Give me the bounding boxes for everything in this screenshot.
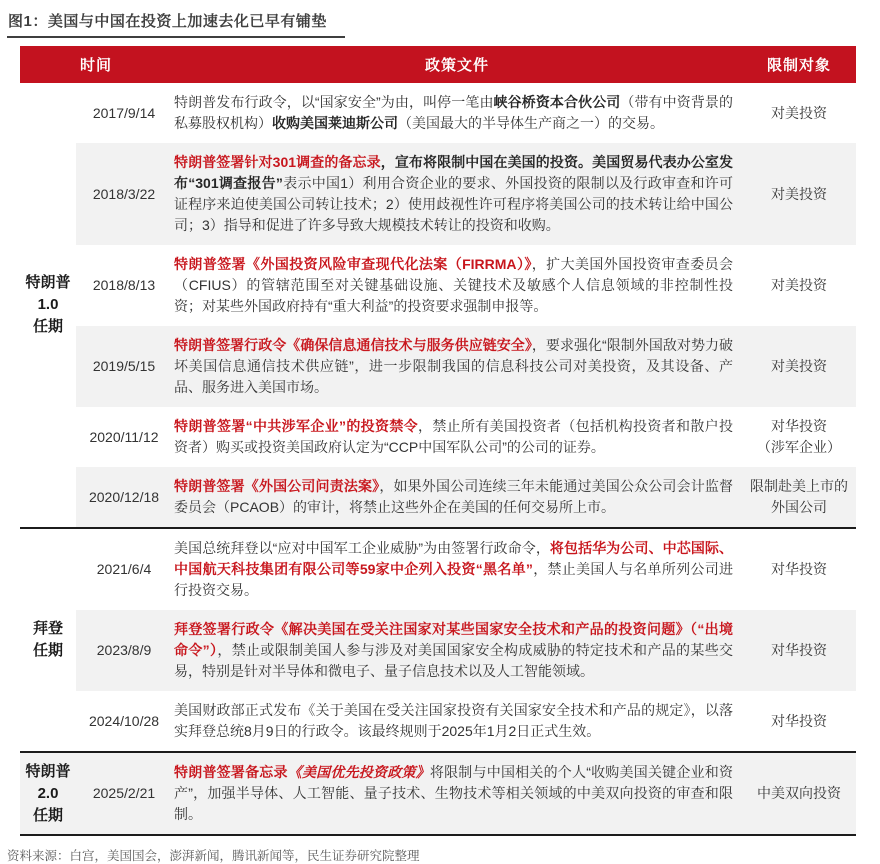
figure-title: 图1：美国与中国在投资上加速去化已早有铺垫: [7, 8, 345, 38]
policy-text: ，扩大美国外国投资审查委员会（CFIUS）的管辖范围至对关键基础设施、关键技术及敏感个人信息领域的非控制性投资；对某些外国政府持有“重大利益”的投资要求强制申报等。: [174, 256, 734, 314]
policy-highlight: ，宣布将限制中国在美国的投资。美国贸易代表办公室发布“301调查报告”: [174, 154, 734, 191]
policy-text: 特朗普发布行政令，以“国家安全”为由，叫停一笔由: [174, 94, 494, 110]
policy-text: ，禁止所有美国投资者（包括机构投资者和散户投资者）购买或投资美国政府认定为“CCP中国军队公司”的公司的证券。: [174, 418, 734, 455]
table-row: [20, 528, 856, 610]
policy-highlight: 特朗普签署备忘录: [174, 764, 288, 780]
policy-text: （美国最大的半导体生产商之一）的交易。: [398, 115, 665, 131]
policy-text: ，要求强化“限制外国敌对势力破坏美国信息通信技术供应链”，进一步限制我国的信息科技公司对美投资，及其设备、产品、服务进入美国市场。: [174, 337, 734, 395]
policy-highlight: 特朗普签署针对301调查的备忘录: [174, 154, 381, 170]
group-label: 拜登 任期: [20, 528, 76, 752]
policy-highlight: 收购美国莱迪斯公司: [272, 115, 399, 131]
table-row: [20, 610, 856, 691]
policy-text: 美国总统拜登以“应对中国军工企业威胁”为由签署行政命令，: [174, 540, 550, 556]
row-policy: [172, 143, 742, 245]
table-row: [20, 245, 856, 326]
policy-highlight: 特朗普签署行政令《确保信息通信技术与服务供应链安全》: [174, 337, 532, 353]
row-date: 2023/8/9: [76, 610, 172, 691]
row-date: 2018/3/22: [76, 143, 172, 245]
row-date: 2024/10/28: [88, 712, 160, 729]
policy-highlight: 特朗普签署《外国投资风险审查现代化法案（FIRRMA）》: [174, 256, 532, 272]
row-date: 2017/9/14: [92, 104, 156, 121]
row-target: 对华投资 （涉军企业）: [757, 418, 842, 455]
source-note: 资料来源：白宫，美国国会，澎湃新闻，腾讯新闻等，民生证券研究院整理: [7, 849, 420, 863]
table-row: [20, 326, 856, 407]
row-date: 2021/6/4: [76, 528, 172, 610]
column-header-time: 时间: [20, 46, 172, 83]
row-target: 对华投资: [742, 528, 856, 610]
column-header-target: 限制对象: [742, 46, 856, 83]
table-row: [20, 691, 856, 752]
policy-highlight: 《美国优先投资政策》: [287, 764, 430, 780]
row-policy: [172, 610, 742, 691]
table-row: [20, 467, 856, 528]
row-policy: [172, 83, 742, 143]
group-label: 特朗普 2.0 任期: [20, 752, 76, 835]
row-target: 对美投资: [771, 104, 828, 121]
policy-table-body: [20, 83, 856, 835]
row-target: 对美投资: [742, 143, 856, 245]
table-row: [20, 407, 856, 467]
policy-text: 将限制与中国相关的个人“收购美国关键企业和资产”，加强半导体、人工智能、量子技术、生物技术等相关领域的中美双向投资的审查和限制。: [174, 764, 734, 822]
row-policy: [172, 245, 742, 326]
row-policy: [172, 752, 742, 835]
policy-highlight: 特朗普签署“中共涉军企业”的投资禁令: [174, 418, 419, 434]
policy-text: ，如果外国公司连续三年未能通过美国公众公司会计监督委员会（PCAOB）的审计，将禁止这些外企在美国的任何交易所上市。: [174, 478, 734, 515]
policy-table: [20, 46, 856, 836]
policy-text: 美国财政部正式发布《关于美国在受关注国家投资有关国家安全技术和产品的规定》，以落实拜登总统8月9日的行政令。该最终规则于2025年1月2日正式生效。: [174, 702, 734, 739]
row-target: 对美投资: [742, 326, 856, 407]
row-target: 对华投资: [771, 712, 828, 729]
table-row: [20, 143, 856, 245]
policy-text: （带有中资背景的私募股权机构）: [174, 94, 734, 131]
column-header-policy: 政策文件: [172, 46, 742, 83]
policy-text: 表示中国1）利用合资企业的要求、外国投资的限制以及行政审查和许可证程序来迫使美国公司转让技术；2）使用歧视性许可程序将美国公司的技术转让给中国公司；3）指导和促进了许多导致大规模技术转让的投资和收购。: [174, 175, 734, 233]
policy-highlight: 拜登签署行政令《解决美国在受关注国家对某些国家安全技术和产品的投资问题》（“出境命令”）: [174, 621, 734, 658]
row-date: 2018/8/13: [92, 277, 156, 293]
policy-text: ，禁止美国人与名单所列公司进行投资交易。: [174, 561, 734, 598]
row-target: 对美投资: [771, 277, 828, 293]
row-policy: [172, 467, 742, 528]
row-date: 2020/12/18: [76, 467, 172, 528]
row-policy: [172, 407, 742, 467]
row-policy: [172, 326, 742, 407]
row-date: 2020/11/12: [89, 428, 159, 445]
table-row: [20, 752, 856, 835]
row-policy: [172, 691, 742, 752]
group-label: 特朗普 1.0 任期: [20, 83, 76, 528]
row-target: 对华投资: [742, 610, 856, 691]
policy-highlight: 峡谷桥资本合伙公司: [493, 94, 621, 110]
table-row: [20, 83, 856, 143]
row-date: 2025/2/21: [76, 752, 172, 835]
row-target: 中美双向投资: [742, 752, 856, 835]
row-date: 2019/5/15: [76, 326, 172, 407]
row-policy: [172, 528, 742, 610]
policy-text: ，禁止或限制美国人参与涉及对美国国家安全构成威胁的特定技术和产品的某些交易，特别是针对半导体和微电子、量子信息技术以及人工智能领域。: [174, 642, 734, 679]
policy-highlight: 特朗普签署《外国公司问责法案》: [174, 478, 380, 494]
policy-highlight: 将包括华为公司、中芯国际、中国航天科技集团有限公司等59家中企列入投资“黑名单”: [174, 540, 734, 577]
row-target: 限制赴美上市的 外国公司: [742, 467, 856, 528]
table-header-row: [20, 46, 856, 83]
